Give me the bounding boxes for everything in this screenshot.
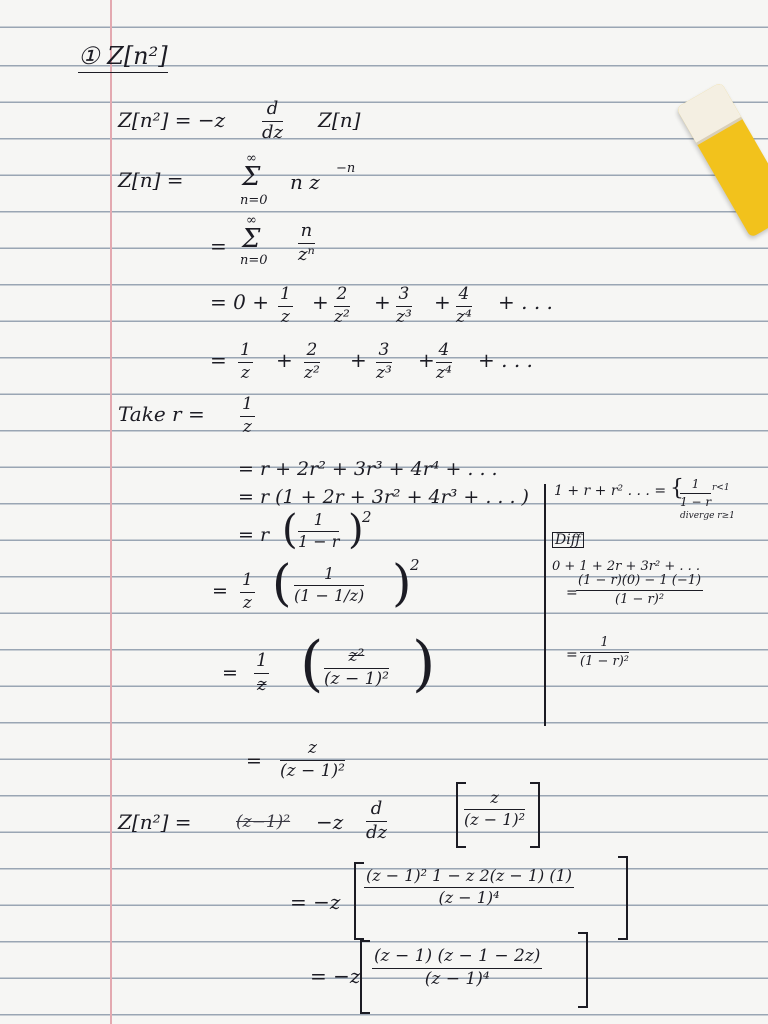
margin-line	[110, 0, 112, 1024]
line4-term1-num: 1	[278, 286, 293, 307]
line5-term3	[376, 342, 392, 383]
line14-den: (z − 1)⁴	[424, 968, 490, 989]
line3-sum: Σ	[242, 224, 261, 254]
line3-fraction	[298, 222, 315, 265]
line5-term4	[436, 342, 452, 383]
line12-bracket-fraction	[464, 790, 525, 829]
line8-den: 1 − r	[298, 531, 340, 551]
side-series: 1 + r + r² . . . =	[554, 483, 667, 499]
line10-paren-open: (	[300, 629, 324, 699]
line14-bracket-open	[360, 940, 370, 1014]
line4-term2	[334, 286, 350, 327]
line12-d-num: d	[366, 800, 387, 822]
line9-num: 1	[240, 572, 255, 593]
line4-term4-num: 4	[456, 286, 472, 307]
line10-fraction	[254, 652, 269, 695]
line5-term1-den: z	[240, 362, 250, 383]
eraser-image	[676, 48, 768, 247]
side-divider	[544, 484, 546, 726]
line4-plus1: +	[312, 290, 329, 314]
line2-sum: Σ	[242, 162, 261, 192]
line9-den: z	[242, 592, 252, 613]
line5-term2-den: z²	[304, 362, 320, 383]
side-eq1: =	[566, 585, 578, 601]
line12-br-num: z	[464, 790, 525, 810]
line12-lhs: Z[n²] =	[118, 810, 192, 834]
side-diverge-note: diverge r≥1	[680, 511, 735, 521]
line14-num: (z − 1) (z − 1 − 2z)	[372, 948, 542, 969]
line10-den: z	[256, 673, 267, 695]
line4-term1	[278, 286, 293, 327]
line1-rhs: Z[n]	[318, 108, 361, 132]
side-result	[580, 636, 629, 668]
line10-num: 1	[254, 652, 269, 674]
line1-d-den: dz	[262, 121, 284, 143]
line10-inner-num: z²	[324, 648, 389, 669]
line4-term3-den: z³	[396, 306, 412, 327]
line13-num: (z − 1)² 1 − z 2(z − 1) (1)	[364, 868, 574, 888]
line3-num: n	[298, 222, 315, 244]
line4-term1-den: z	[280, 306, 290, 327]
line5-term3-num: 3	[376, 342, 392, 363]
line5-term2	[304, 342, 320, 383]
page-title: ① Z[n²]	[78, 44, 168, 73]
line10-eq: =	[222, 662, 238, 684]
line13-bracket-open	[354, 862, 364, 940]
line9-fraction	[240, 572, 255, 613]
line5-plus1: +	[276, 348, 293, 372]
line2-term: n z	[290, 170, 320, 194]
side-result-num: 1	[580, 636, 629, 653]
side-sum-den: 1 − r	[680, 494, 712, 509]
line5-plus3: +	[418, 348, 435, 372]
line9-paren-open: (	[272, 554, 292, 612]
line9-inner-fraction	[294, 566, 364, 605]
line8-fraction	[298, 512, 339, 551]
line8-exponent: 2	[362, 508, 372, 526]
line13-den: (z − 1)⁴	[438, 887, 500, 907]
line8-paren-close: )	[348, 507, 364, 553]
line4-term4	[456, 286, 472, 327]
line1-derivative	[262, 100, 283, 143]
line11-eq: =	[246, 750, 262, 772]
line5-term4-den: z⁴	[436, 362, 452, 383]
line5-eq: =	[210, 348, 227, 372]
line11-fraction	[280, 740, 345, 781]
line14-fraction	[372, 948, 542, 989]
line1-lhs: Z[n²] = −z	[118, 108, 226, 132]
line12-d-den: dz	[366, 821, 388, 843]
line2-sum-top: ∞	[246, 151, 257, 166]
side-brace: {	[670, 476, 684, 501]
line14-eq: = −z	[310, 964, 361, 988]
take-fraction	[240, 396, 255, 437]
side-condition: r<1	[712, 483, 730, 493]
line5-term4-num: 4	[436, 342, 452, 363]
line4-term4-den: z⁴	[456, 306, 472, 327]
line4-term3	[396, 286, 412, 327]
side-result-den: (1 − r)²	[580, 653, 629, 669]
take-num: 1	[240, 396, 255, 417]
line4-plus3: +	[434, 290, 451, 314]
side-quotient-den: (1 − r)²	[615, 591, 665, 607]
line10-paren-close: )	[412, 629, 436, 699]
line5-term1-num: 1	[238, 342, 253, 363]
line13-bracket-close	[618, 856, 628, 940]
line11-den: (z − 1)²	[280, 760, 345, 781]
line9-eq: =	[212, 580, 228, 602]
line4-term3-num: 3	[396, 286, 412, 307]
line5-plus2: +	[350, 348, 367, 372]
line14-bracket-close	[578, 932, 588, 1008]
line2-sum-bottom: n=0	[240, 193, 268, 208]
side-sum-num: 1	[680, 478, 711, 494]
side-quotient-rule	[576, 574, 703, 606]
line3-sum-top: ∞	[246, 213, 257, 228]
line12-bracket-close	[530, 782, 540, 848]
line2-lhs: Z[n] =	[118, 168, 184, 192]
side-sum-fraction	[680, 478, 711, 508]
line3-eq: =	[210, 234, 227, 258]
line13-eq: = −z	[290, 890, 341, 914]
take-den: z	[242, 416, 252, 437]
line9-inner-den: (1 − 1/z)	[294, 585, 365, 605]
line5-term2-num: 2	[304, 342, 320, 363]
side-quotient-num: (1 − r)(0) − 1 (−1)	[576, 574, 703, 591]
line5-term1	[238, 342, 253, 383]
line9-exponent: 2	[410, 556, 420, 574]
line9-paren-close: )	[392, 554, 412, 612]
line8-num: 1	[298, 512, 339, 532]
line5-tail: + . . .	[478, 348, 533, 372]
side-derivative-series: 0 + 1 + 2r + 3r² + . . .	[552, 559, 701, 574]
line4-term2-num: 2	[334, 286, 350, 307]
side-diff-label: Diff	[552, 532, 584, 548]
line12-derivative	[366, 800, 387, 843]
line4-eq: = 0 +	[210, 290, 269, 314]
line1-d-num: d	[262, 100, 283, 122]
side-eq2: =	[566, 647, 578, 663]
line10-inner-den: (z − 1)²	[324, 668, 389, 689]
line4-term2-den: z²	[334, 306, 350, 327]
line9-inner-num: 1	[294, 566, 364, 586]
line12-br-den: (z − 1)²	[464, 809, 526, 829]
line8-paren-open: (	[282, 507, 298, 553]
line4-tail: + . . .	[498, 290, 553, 314]
take-substitution: Take r =	[118, 402, 205, 426]
line12-mid: −z	[316, 810, 344, 834]
line8-eq: = r	[238, 524, 270, 546]
line7: = r (1 + 2r + 3r² + 4r³ + . . . )	[238, 486, 529, 508]
line4-plus2: +	[374, 290, 391, 314]
line10-inner-fraction	[324, 648, 389, 689]
line6: = r + 2r² + 3r³ + 4r⁴ + . . .	[238, 458, 498, 480]
line3-sum-bottom: n=0	[240, 253, 268, 268]
line13-fraction	[364, 868, 574, 907]
line2-exponent: −n	[336, 161, 356, 176]
line11-num: z	[280, 740, 345, 761]
line3-den: zⁿ	[298, 243, 315, 265]
line12-struck: (z−1)²	[236, 812, 291, 832]
line5-term3-den: z³	[376, 362, 392, 383]
